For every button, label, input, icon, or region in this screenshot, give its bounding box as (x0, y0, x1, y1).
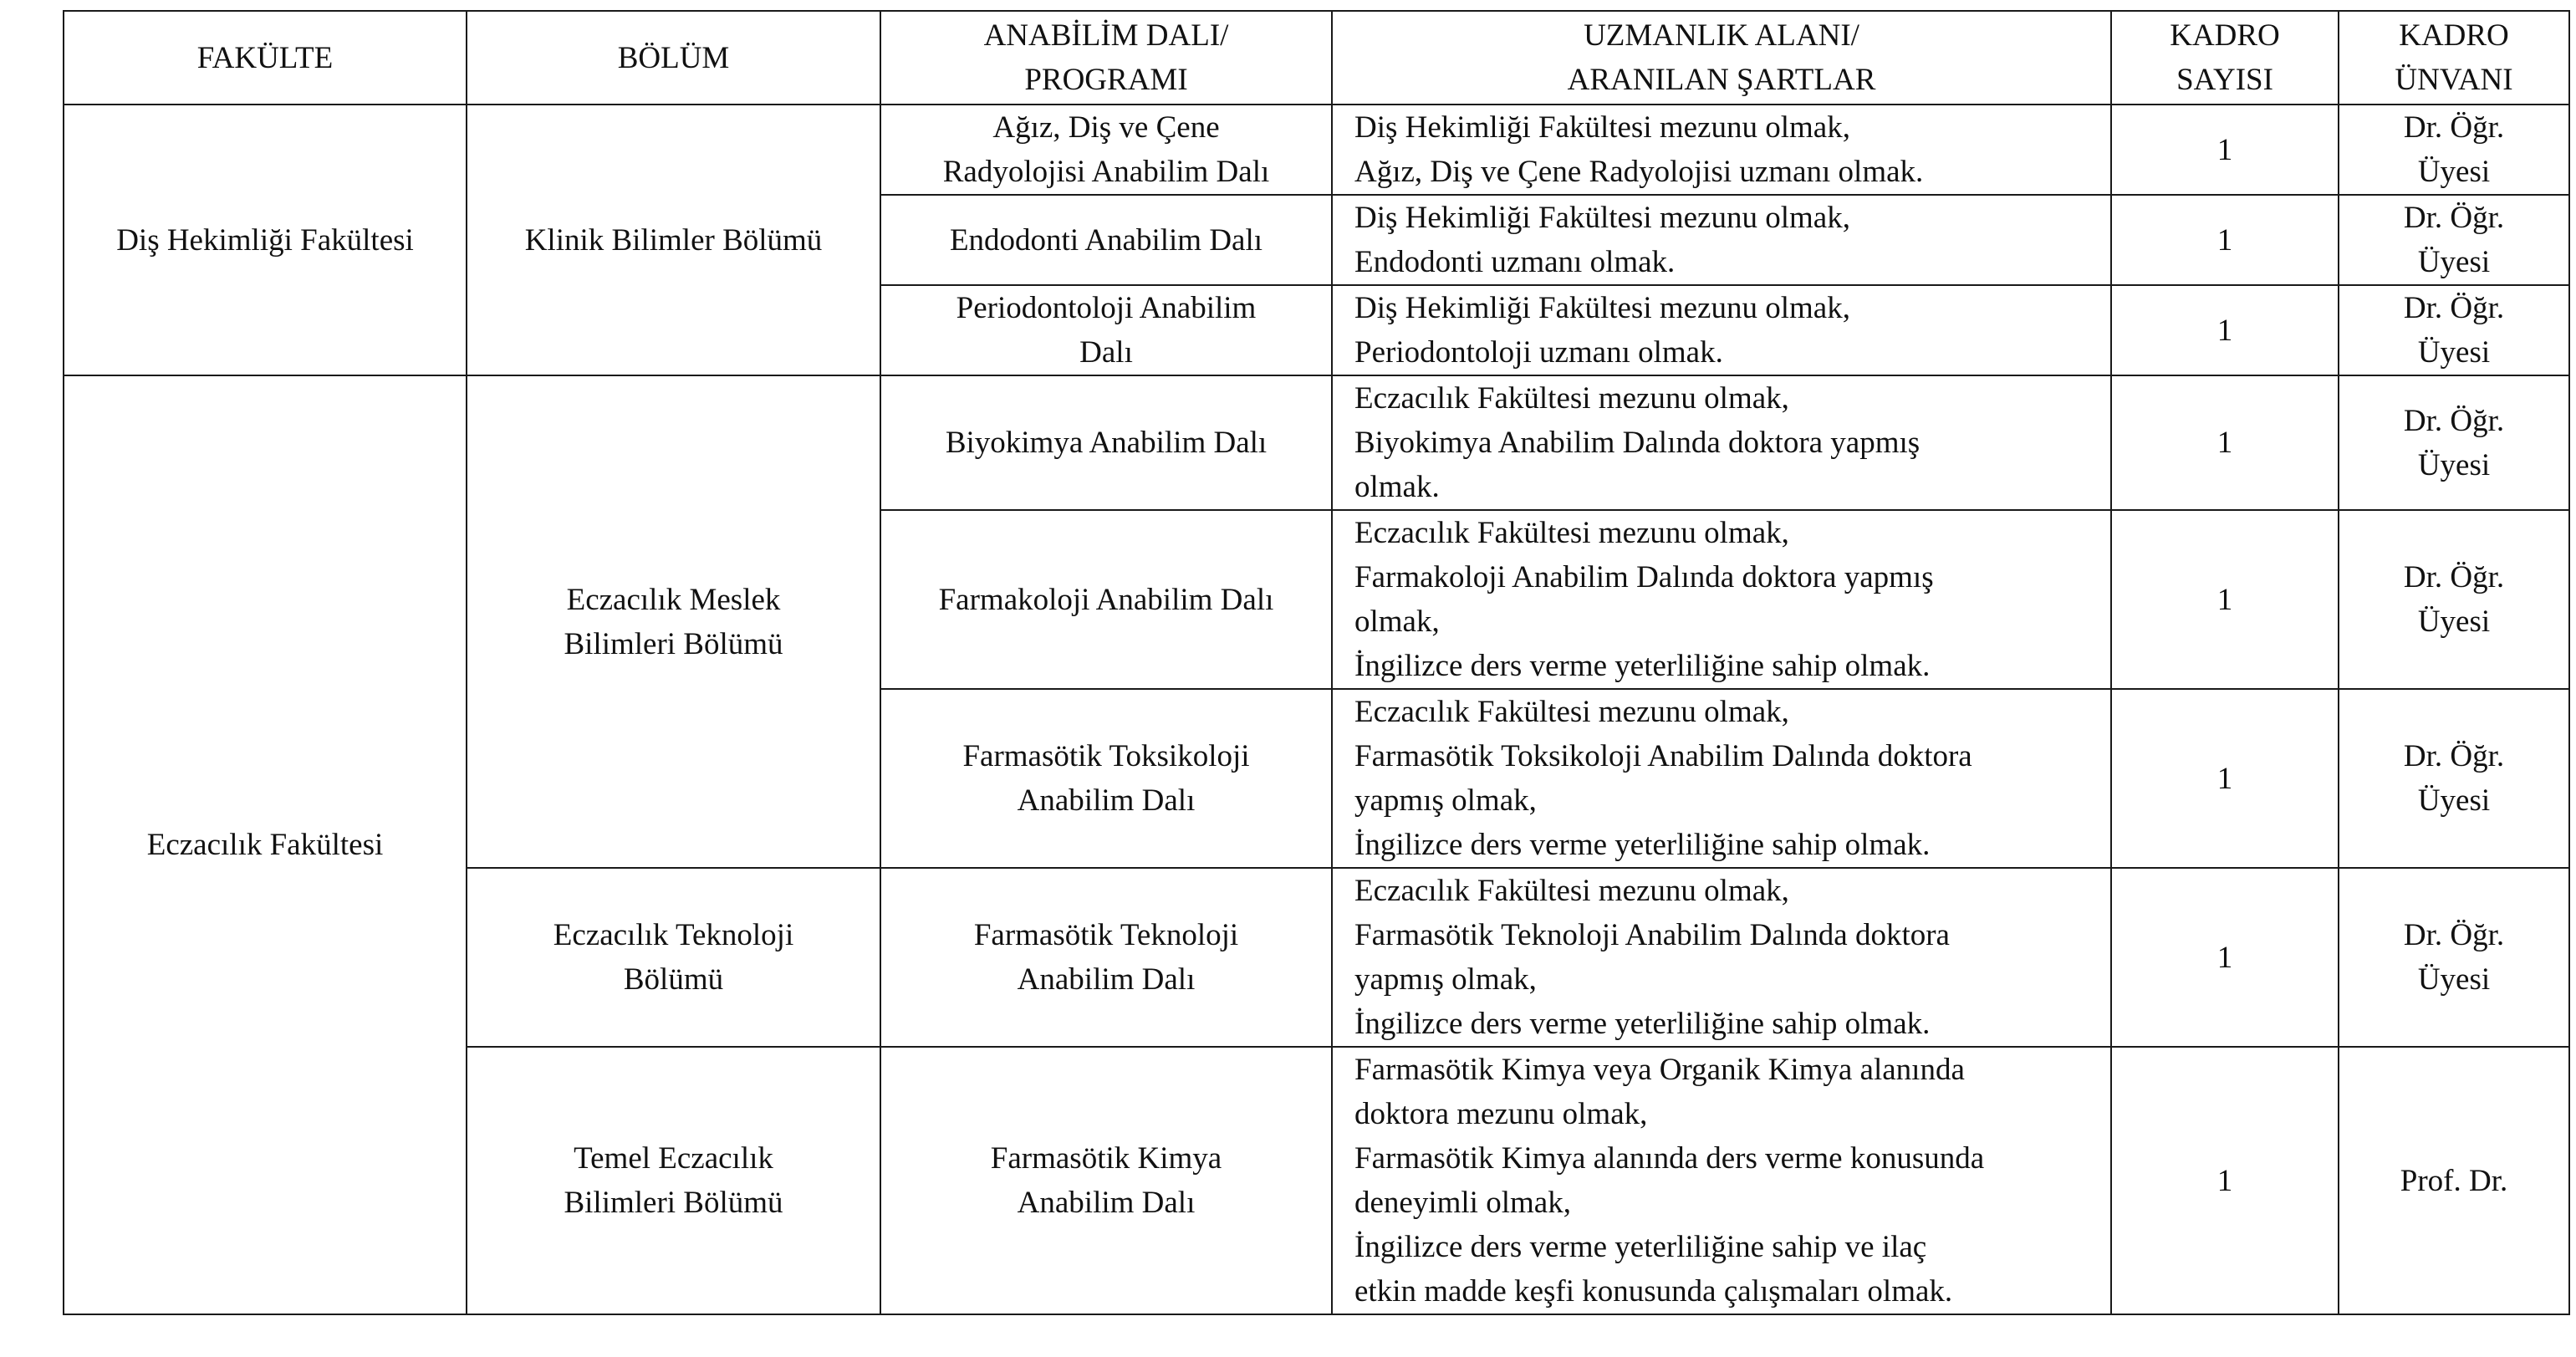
kadro-unvani-cell: Dr. Öğr. Üyesi (2339, 510, 2569, 689)
header-kadro-unvani: KADRO ÜNVANI (2339, 11, 2569, 105)
table-row (64, 105, 2569, 195)
kadro-table (63, 10, 2570, 1315)
aranilan-sartlar-cell: Diş Hekimliği Fakültesi mezunu olmak, Ağız, Diş ve Çene Radyolojisi uzmanı olmak. (1332, 105, 2111, 195)
aranilan-sartlar-cell: Eczacılık Fakültesi mezunu olmak, Farmasötik Teknoloji Anabilim Dalında doktora yapmış olmak, İngilizce ders verme yeterliliğine sahip olmak. (1332, 868, 2111, 1047)
bolum-cell: Eczacılık Meslek Bilimleri Bölümü (467, 375, 880, 868)
kadro-sayisi-cell: 1 (2111, 375, 2339, 510)
kadro-unvani-cell: Dr. Öğr. Üyesi (2339, 375, 2569, 510)
kadro-unvani-cell: Dr. Öğr. Üyesi (2339, 868, 2569, 1047)
kadro-sayisi-cell: 1 (2111, 689, 2339, 868)
anabilim-dali-cell: Ağız, Diş ve Çene Radyolojisi Anabilim Dalı (880, 105, 1332, 195)
kadro-sayisi-cell: 1 (2111, 195, 2339, 285)
header-anabilim-dali: ANABİLİM DALI/ PROGRAMI (880, 11, 1332, 105)
aranilan-sartlar-cell: Diş Hekimliği Fakültesi mezunu olmak, Endodonti uzmanı olmak. (1332, 195, 2111, 285)
kadro-unvani-cell: Prof. Dr. (2339, 1047, 2569, 1314)
anabilim-dali-cell: Periodontoloji Anabilim Dalı (880, 285, 1332, 375)
aranilan-sartlar-cell: Diş Hekimliği Fakültesi mezunu olmak, Periodontoloji uzmanı olmak. (1332, 285, 2111, 375)
table-row (64, 375, 2569, 510)
kadro-unvani-cell: Dr. Öğr. Üyesi (2339, 285, 2569, 375)
kadro-sayisi-cell: 1 (2111, 510, 2339, 689)
aranilan-sartlar-cell: Eczacılık Fakültesi mezunu olmak, Farmasötik Toksikoloji Anabilim Dalında doktora yapmış olmak, İngilizce ders verme yeterliliğine sahip olmak. (1332, 689, 2111, 868)
aranilan-sartlar-cell: Eczacılık Fakültesi mezunu olmak, Farmakoloji Anabilim Dalında doktora yapmış olmak, İngilizce ders verme yeterliliğine sahip olmak. (1332, 510, 2111, 689)
table-body (64, 105, 2569, 1314)
kadro-sayisi-cell: 1 (2111, 285, 2339, 375)
header-bolum: BÖLÜM (467, 11, 880, 105)
anabilim-dali-cell: Farmasötik Teknoloji Anabilim Dalı (880, 868, 1332, 1047)
aranilan-sartlar-cell: Eczacılık Fakültesi mezunu olmak, Biyokimya Anabilim Dalında doktora yapmış olmak. (1332, 375, 2111, 510)
header-kadro-sayisi: KADRO SAYISI (2111, 11, 2339, 105)
header-uzmanlik-alani: UZMANLIK ALANI/ ARANILAN ŞARTLAR (1332, 11, 2111, 105)
kadro-unvani-cell: Dr. Öğr. Üyesi (2339, 689, 2569, 868)
anabilim-dali-cell: Endodonti Anabilim Dalı (880, 195, 1332, 285)
bolum-cell: Klinik Bilimler Bölümü (467, 105, 880, 375)
header-row (64, 11, 2569, 105)
anabilim-dali-cell: Farmakoloji Anabilim Dalı (880, 510, 1332, 689)
kadro-unvani-cell: Dr. Öğr. Üyesi (2339, 105, 2569, 195)
anabilim-dali-cell: Farmasötik Toksikoloji Anabilim Dalı (880, 689, 1332, 868)
fakulte-cell: Diş Hekimliği Fakültesi (64, 105, 467, 375)
header-fakulte: FAKÜLTE (64, 11, 467, 105)
kadro-unvani-cell: Dr. Öğr. Üyesi (2339, 195, 2569, 285)
fakulte-cell: Eczacılık Fakültesi (64, 375, 467, 1314)
kadro-sayisi-cell: 1 (2111, 105, 2339, 195)
bolum-cell: Temel Eczacılık Bilimleri Bölümü (467, 1047, 880, 1314)
aranilan-sartlar-cell: Farmasötik Kimya veya Organik Kimya alanında doktora mezunu olmak, Farmasötik Kimya alanında ders verme konusunda deneyimli olmak, İngilizce ders verme yeterliliğine sahip ve ilaç etkin madde keşfi konusunda çalışmaları olmak. (1332, 1047, 2111, 1314)
kadro-sayisi-cell: 1 (2111, 1047, 2339, 1314)
bolum-cell: Eczacılık Teknoloji Bölümü (467, 868, 880, 1047)
kadro-sayisi-cell: 1 (2111, 868, 2339, 1047)
anabilim-dali-cell: Farmasötik Kimya Anabilim Dalı (880, 1047, 1332, 1314)
anabilim-dali-cell: Biyokimya Anabilim Dalı (880, 375, 1332, 510)
